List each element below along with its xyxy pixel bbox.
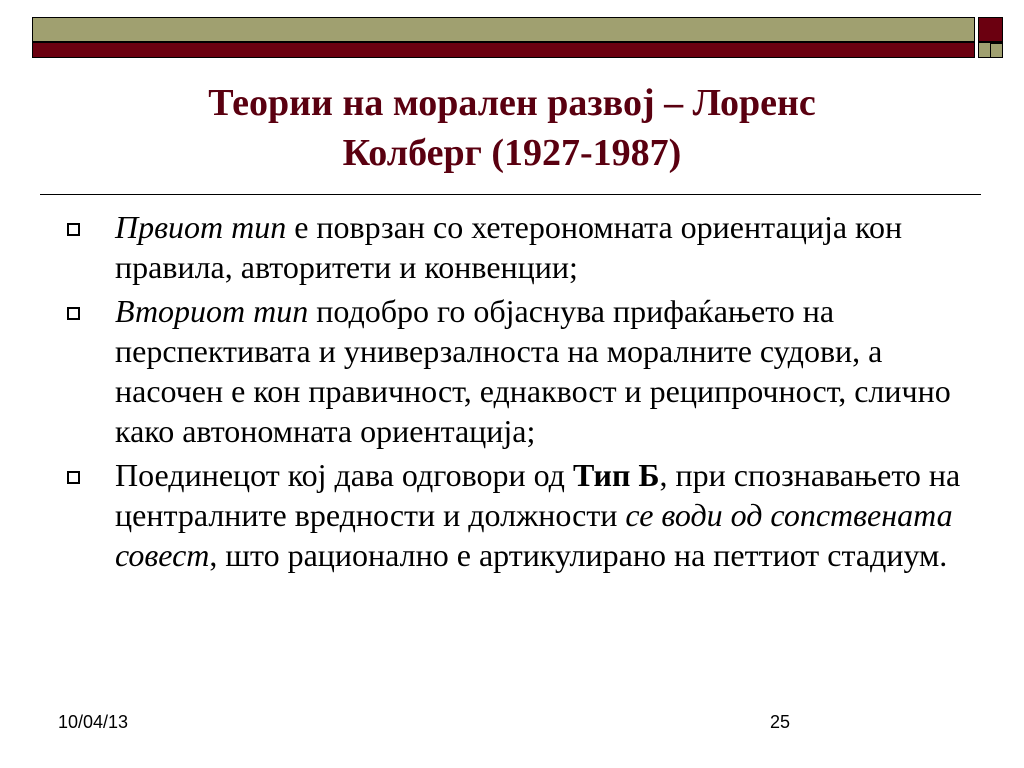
bullet-3-italic: се води од сопствената совест [115, 497, 953, 573]
bullet-3-text-b: , при спознавањето на централните вредности и должности [115, 457, 961, 533]
bullet-2-text: подобро го објаснува прифаќањето на перспективата и универзалноста на моралните судови, а насочен е кон правичност, еднаквост и реципрочност, слично како автономната ориентација; [115, 293, 951, 449]
title-divider [40, 194, 981, 195]
bullet-3-text-a: Поединецот кој дава одговори од [115, 457, 573, 493]
bullet-1-italic-lead: Првиот тип [115, 209, 287, 245]
bullet-3-text-c: , што рационално е артикулирано на петтиот стадиум. [209, 537, 948, 573]
footer-page-number: 25 [770, 712, 791, 732]
header-band-olive [32, 17, 975, 42]
hollow-square-icon [67, 307, 80, 320]
bullet-item-1 [64, 207, 969, 287]
header-band-maroon [32, 42, 975, 58]
bullet-item-2 [64, 291, 969, 451]
slide-title-line-2: Колберг (1927-1987) [342, 132, 682, 174]
footer-date: 10/04/13 [58, 712, 129, 732]
bullet-3-bold: Тип Б [572, 457, 660, 493]
bullet-1-text: е поврзан со хетерономната ориентација кон правила, авторитети и конвенции; [115, 209, 903, 285]
header-square-small [990, 43, 1003, 58]
bullet-2-italic-lead: Вториот тип [115, 293, 309, 329]
hollow-square-icon [67, 223, 80, 236]
bullet-item-3 [64, 455, 969, 575]
slide-title-line-1: Теории на морален развој – Лоренс [208, 82, 816, 124]
header-square-maroon [978, 17, 1003, 42]
slide-title [60, 78, 964, 178]
bullet-list [64, 207, 969, 579]
hollow-square-icon [67, 471, 80, 484]
